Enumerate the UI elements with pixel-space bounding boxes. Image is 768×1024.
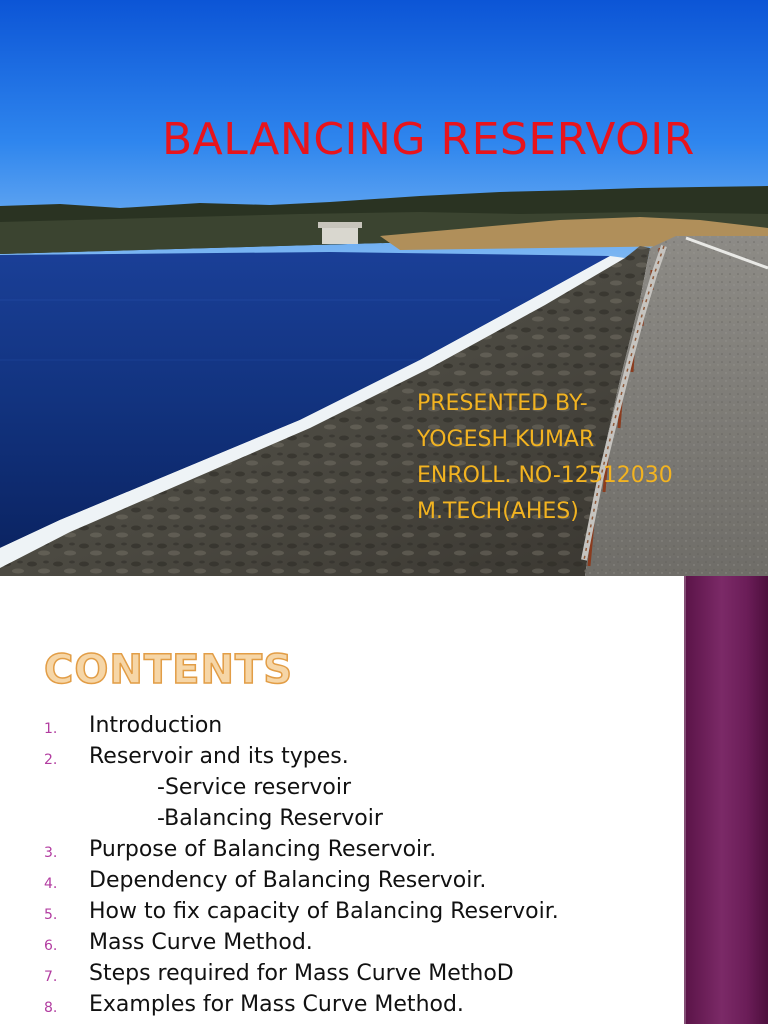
contents-slide <box>0 576 768 1024</box>
item-text: Introduction <box>89 713 223 738</box>
item-text: Purpose of Balancing Reservoir. <box>89 837 437 862</box>
contents-list <box>0 712 684 1022</box>
item-number: 1. <box>44 721 58 737</box>
program-name: M.TECH(AHES) <box>417 499 579 524</box>
item-text: Mass Curve Method. <box>89 930 313 955</box>
item-number: 6. <box>44 938 58 954</box>
list-item <box>0 929 684 960</box>
enrollment-number: ENROLL. NO-12512030 <box>417 463 673 488</box>
list-item <box>0 743 684 774</box>
list-item <box>0 712 684 743</box>
item-number: 4. <box>44 876 58 892</box>
list-item <box>0 867 684 898</box>
contents-heading: CONTENTS <box>44 647 294 693</box>
slide-title: BALANCING RESERVOIR <box>162 114 695 165</box>
presenter-info <box>417 386 673 530</box>
list-item <box>0 898 684 929</box>
item-number: 8. <box>44 1000 58 1016</box>
list-item <box>0 991 684 1022</box>
item-text: Dependency of Balancing Reservoir. <box>89 868 487 893</box>
item-text: Steps required for Mass Curve MethoD <box>89 961 514 986</box>
list-item <box>0 960 684 991</box>
decorative-side-bar <box>684 576 768 1024</box>
presented-by-line: PRESENTED BY- <box>417 391 588 416</box>
subitem-text: -Balancing Reservoir <box>157 806 383 831</box>
list-subitem <box>0 774 684 805</box>
list-subitem <box>0 805 684 836</box>
item-number: 7. <box>44 969 58 985</box>
item-text: Examples for Mass Curve Method. <box>89 992 464 1017</box>
subitem-text: -Service reservoir <box>157 775 352 800</box>
item-number: 5. <box>44 907 58 923</box>
item-number: 3. <box>44 845 58 861</box>
item-text: Reservoir and its types. <box>89 744 349 769</box>
presenter-name: YOGESH KUMAR <box>417 427 595 452</box>
item-number: 2. <box>44 752 58 768</box>
item-text: How to fix capacity of Balancing Reservoir. <box>89 899 559 924</box>
list-item <box>0 836 684 867</box>
